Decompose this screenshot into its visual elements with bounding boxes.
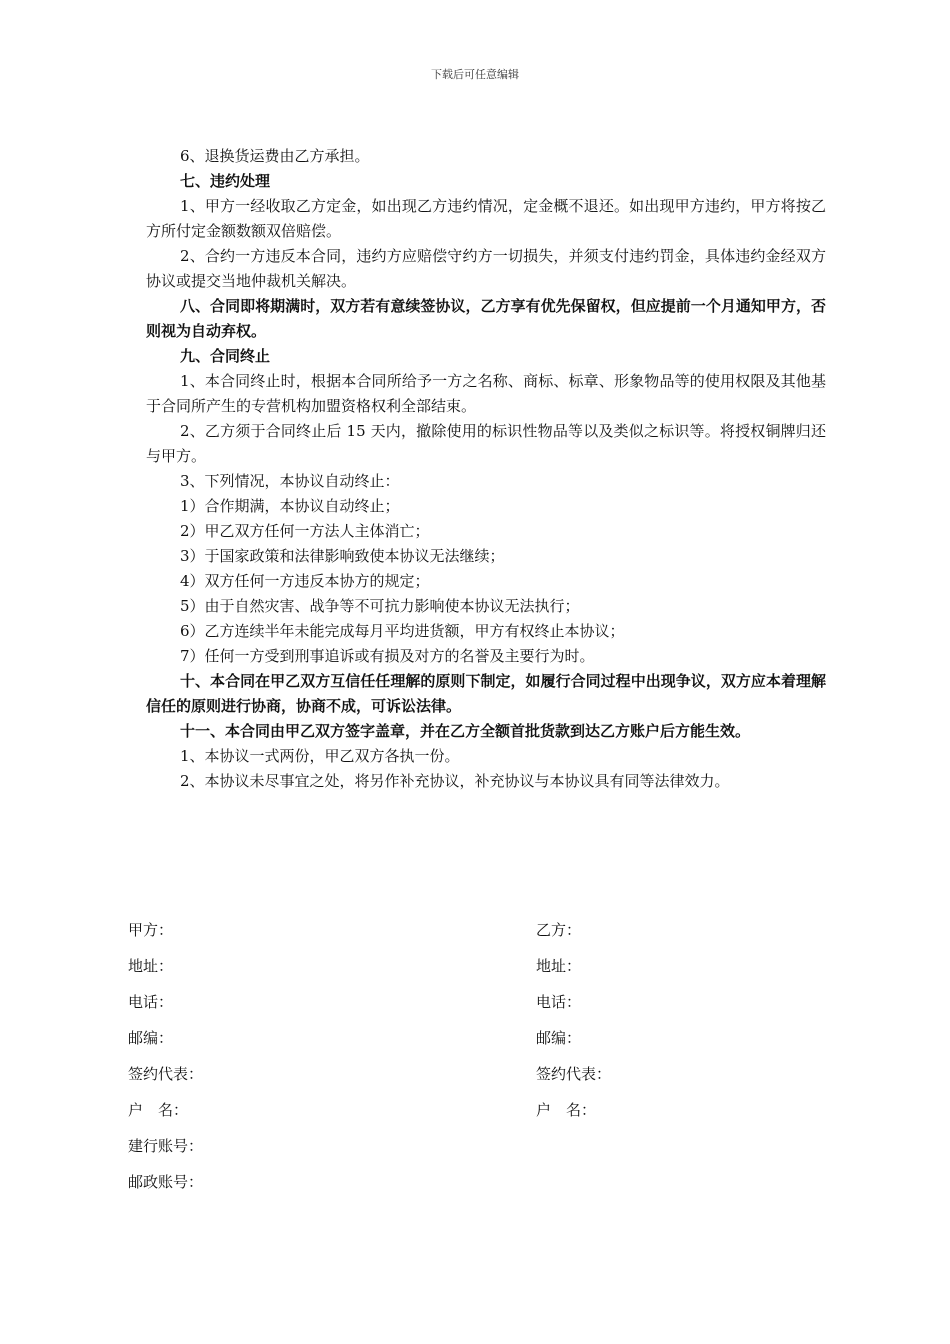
section-heading: 十、本合同在甲乙双方互信任任理解的原则下制定，如履行合同过程中出现争议，双方应本着理解信任的原则进行协商，协商不成，可诉讼法律。 <box>146 672 826 715</box>
party-b-field-label: 户 名： <box>536 1101 597 1119</box>
page-header: 下载后可任意编辑 <box>431 68 519 81</box>
party-b-field-label: 邮编： <box>536 1029 582 1047</box>
section-heading: 七、违约处理 <box>180 172 271 190</box>
clause-paragraph: 6、退换货运费由乙方承担。 <box>180 147 370 165</box>
signature-row <box>128 1096 828 1132</box>
clause-paragraph: 3、下列情况，本协议自动终止： <box>180 472 400 490</box>
signature-block <box>128 916 828 1204</box>
party-a-field-label: 甲方： <box>128 921 174 939</box>
clause-paragraph: 2、乙方须于合同终止后 15 天内，撤除使用的标识性物品等以及类似之标识等。将授权铜牌归还与甲方。 <box>146 422 826 465</box>
clause-paragraph: 3）于国家政策和法律影响致使本协议无法继续； <box>180 547 505 565</box>
signature-row <box>128 988 828 1024</box>
clause-paragraph: 2、合约一方违反本合同，违约方应赔偿守约方一切损失，并须支付违约罚金，具体违约金经双方协议或提交当地仲裁机关解决。 <box>146 247 826 290</box>
contract-body <box>146 144 826 794</box>
party-a-field-label: 邮政账号： <box>128 1173 204 1191</box>
clause-paragraph: 4）双方任何一方违反本协方的规定； <box>180 572 430 590</box>
signature-row <box>128 1168 828 1204</box>
signature-row <box>128 1060 828 1096</box>
party-a-field-label: 地址： <box>128 957 174 975</box>
party-a-field-label: 户 名： <box>128 1101 189 1119</box>
signature-row <box>128 952 828 988</box>
clause-paragraph: 5）由于自然灾害、战争等不可抗力影响使本协议无法执行； <box>180 597 580 615</box>
clause-paragraph: 1、甲方一经收取乙方定金，如出现乙方违约情况，定金概不退还。如出现甲方违约，甲方将按乙方所付定金额数额双倍赔偿。 <box>146 197 826 240</box>
signature-row <box>128 916 828 952</box>
section-heading: 九、合同终止 <box>180 347 271 365</box>
signature-row <box>128 1132 828 1168</box>
party-b-field-label: 地址： <box>536 957 582 975</box>
clause-paragraph: 1、本合同终止时，根据本合同所给予一方之名称、商标、标章、形象物品等的使用权限及其他基于合同所产生的专营机构加盟资格权利全部结束。 <box>146 372 826 415</box>
clause-paragraph: 1、本协议一式两份，甲乙双方各执一份。 <box>180 747 460 765</box>
clause-paragraph: 2、本协议未尽事宜之处，将另作补充协议，补充协议与本协议具有同等法律效力。 <box>180 772 730 790</box>
party-a-field-label: 签约代表： <box>128 1065 204 1083</box>
section-heading: 十一、本合同由甲乙双方签字盖章，并在乙方全额首批货款到达乙方账户后方能生效。 <box>180 722 751 740</box>
party-a-field-label: 电话： <box>128 993 174 1011</box>
clause-paragraph: 1）合作期满，本协议自动终止； <box>180 497 400 515</box>
section-heading: 八、合同即将期满时，双方若有意续签协议，乙方享有优先保留权，但应提前一个月通知甲方，否则视为自动弃权。 <box>146 297 826 340</box>
clause-paragraph: 2）甲乙双方任何一方法人主体消亡； <box>180 522 430 540</box>
signature-row <box>128 1024 828 1060</box>
party-b-field-label: 乙方： <box>536 921 582 939</box>
party-b-field-label: 电话： <box>536 993 582 1011</box>
party-b-field-label: 签约代表： <box>536 1065 612 1083</box>
clause-paragraph: 7）任何一方受到刑事追诉或有损及对方的名誉及主要行为时。 <box>180 647 595 665</box>
party-a-field-label: 建行账号： <box>128 1137 204 1155</box>
party-a-field-label: 邮编： <box>128 1029 174 1047</box>
clause-paragraph: 6）乙方连续半年未能完成每月平均进货额，甲方有权终止本协议； <box>180 622 625 640</box>
